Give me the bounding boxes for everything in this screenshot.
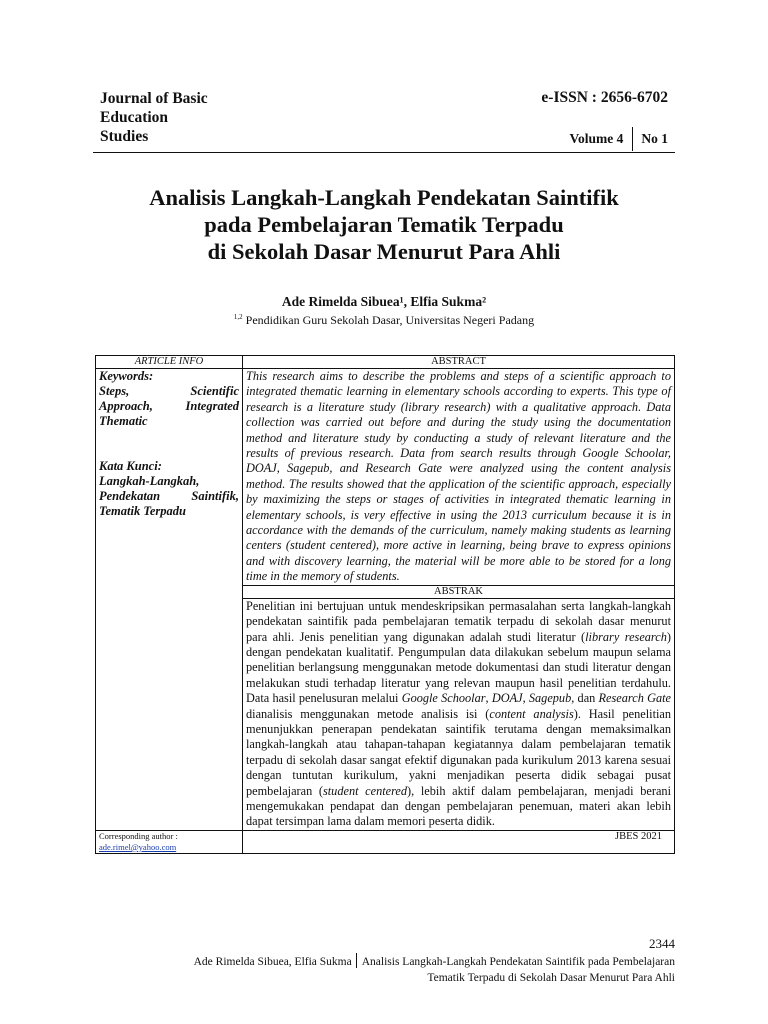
article-info-heading: ARTICLE INFO — [96, 356, 243, 369]
abstrak-i2: Google Schoolar — [401, 691, 486, 706]
header-rule — [93, 152, 675, 153]
journal-name — [100, 89, 280, 146]
volume-number — [569, 127, 668, 151]
corresponding-label: Corresponding author : — [99, 830, 178, 841]
abstrak-p1: Penelitian ini bertujuan untuk mendeskripsikan permasalahan serta langkah-langkah pendekatan saintifik pada pembelajaran tematik terpadu di sekolah dasar menurut para ahli. Jenis penelitian yang digunakan adalah studi literatur ( — [246, 598, 671, 644]
abstrak-p2: ) dengan pendekatan kualitatif. Pengumpulan data dilakukan sebelum maupun selama penelitian berlangsung menggunakan metode dokumentasi dan studi literatur dengan melakukan studi terhadap literatur yang relevan maupun hasil penelitian terdahulu. Data hasil penelusuran melalui — [246, 629, 671, 706]
title-line2: pada Pembelajaran Tematik Terpadu — [204, 212, 564, 237]
volume: Volume 4 — [569, 131, 624, 146]
affiliation-text: Pendidikan Guru Sekolah Dasar, Universitas Negeri Padang — [242, 313, 535, 327]
kata-kunci-line3: Tematik Terpadu — [99, 504, 186, 518]
abstrak-p7: ), lebih aktif dalam pembelajaran, menjadi berani mengemukakan pendapat dan dengan pembelajaran penemuan, materi akan lebih dapat tersimpan lama dalam memori peserta didik. — [246, 783, 671, 829]
page-number: 2344 — [649, 936, 675, 951]
abstrak-heading: ABSTRAK — [243, 585, 675, 598]
footer-title-line1: Analisis Langkah-Langkah Pendekatan Saintifik pada Pembelajaran — [361, 956, 675, 968]
abstrak-i1: library research — [585, 629, 667, 644]
kata-kunci-line2: Pendekatan Saintifik, — [99, 489, 239, 503]
abstrak-p5: dianalisis menggunakan metode analisis isi ( — [246, 706, 490, 721]
footer-separator — [356, 953, 357, 968]
keywords-label: Keywords: — [99, 369, 154, 383]
abstract-heading: ABSTRACT — [243, 356, 675, 369]
abstrak-i3: DOAJ, Sagepub — [491, 691, 572, 706]
abstrak-i5: content analysis — [489, 706, 574, 721]
journal-name-line3: Studies — [100, 128, 149, 145]
abstrak-text — [243, 598, 675, 830]
corresponding-email[interactable]: ade.rimel@yahoo.com — [99, 841, 177, 852]
journal-name-line2: Education — [100, 109, 169, 126]
kata-kunci-line1: Langkah-Langkah, — [99, 474, 200, 488]
abstract-text: This research aims to describe the problems and steps of a scientific approach to integrated thematic learning in elementary schools according to experts. This type of research is a literature study (library research) with a qualitative approach. Data collection was carried out before and during the study using the documentation method and literature study by conducting a study of relevant literature and the results of previous research. Data from search results through Google Schoolar, DOAJ, Sagepub, and Research Gate were analyzed using the content analysis method. The results showed that the application of the scientific approach, especially by maximizing the steps or stages of activities in integrated thematic learning in elementary schools, is very effective in using the 2013 curriculum because it is in accordance with the demands of the curriculum, namely making students as learning centers (student centered), more active in learning, being brave to express opinions and with discovery learning, the material will be more able to be stored for a long time in the memory of students. — [243, 369, 675, 586]
abstrak-i6: student centered — [322, 783, 408, 798]
affiliation-sup: 1,2 — [233, 313, 243, 321]
affiliation — [80, 313, 688, 328]
volume-separator — [632, 127, 633, 151]
footer-title-line2: Tematik Terpadu di Sekolah Dasar Menurut Para Ahli — [427, 972, 675, 984]
abstrak-p3: , — [485, 691, 492, 706]
title-line3: di Sekolah Dasar Menurut Para Ahli — [207, 239, 561, 264]
kata-kunci-label: Kata Kunci: — [99, 459, 162, 473]
journal-name-line1: Journal of Basic — [100, 90, 208, 107]
paper-title — [80, 184, 688, 265]
title-line1: Analisis Langkah-Langkah Pendekatan Saintifik — [149, 185, 619, 210]
abstrak-i4: Research Gate — [598, 691, 671, 706]
issn: e-ISSN : 2656-6702 — [541, 89, 668, 106]
issue-number: No 1 — [641, 131, 668, 146]
authors: Ade Rimelda Sibuea¹, Elfia Sukma² — [281, 294, 487, 309]
footer-authors: Ade Rimelda Sibuea, Elfia Sukma — [193, 956, 352, 968]
keywords-line2: Approach, Integrated — [99, 399, 239, 413]
abstrak-p4: , dan — [571, 691, 599, 706]
keywords-line1: Steps, Scientific — [99, 384, 239, 398]
keywords-line3: Thematic — [99, 414, 148, 428]
corresponding-author — [96, 830, 243, 853]
running-footer — [115, 953, 675, 986]
jbes-year: JBES 2021 — [243, 830, 675, 853]
abstrak-p6: ). Hasil penelitian menunjukkan penerapan pendekatan saintifik terutama dengan memaksimalkan langkah-langkah atau tahapan-tahapan kegiatannya dalam pembelajaran tematik terpadu di sekolah dasar sangat efektif digunakan pada kurikulum 2013 karena sesuai dengan tuntutan kurikulum, yakni menjadikan peserta didik sebagai pusat pembelajaran ( — [246, 706, 672, 798]
article-info-table — [95, 355, 675, 854]
keywords-cell — [96, 369, 243, 831]
